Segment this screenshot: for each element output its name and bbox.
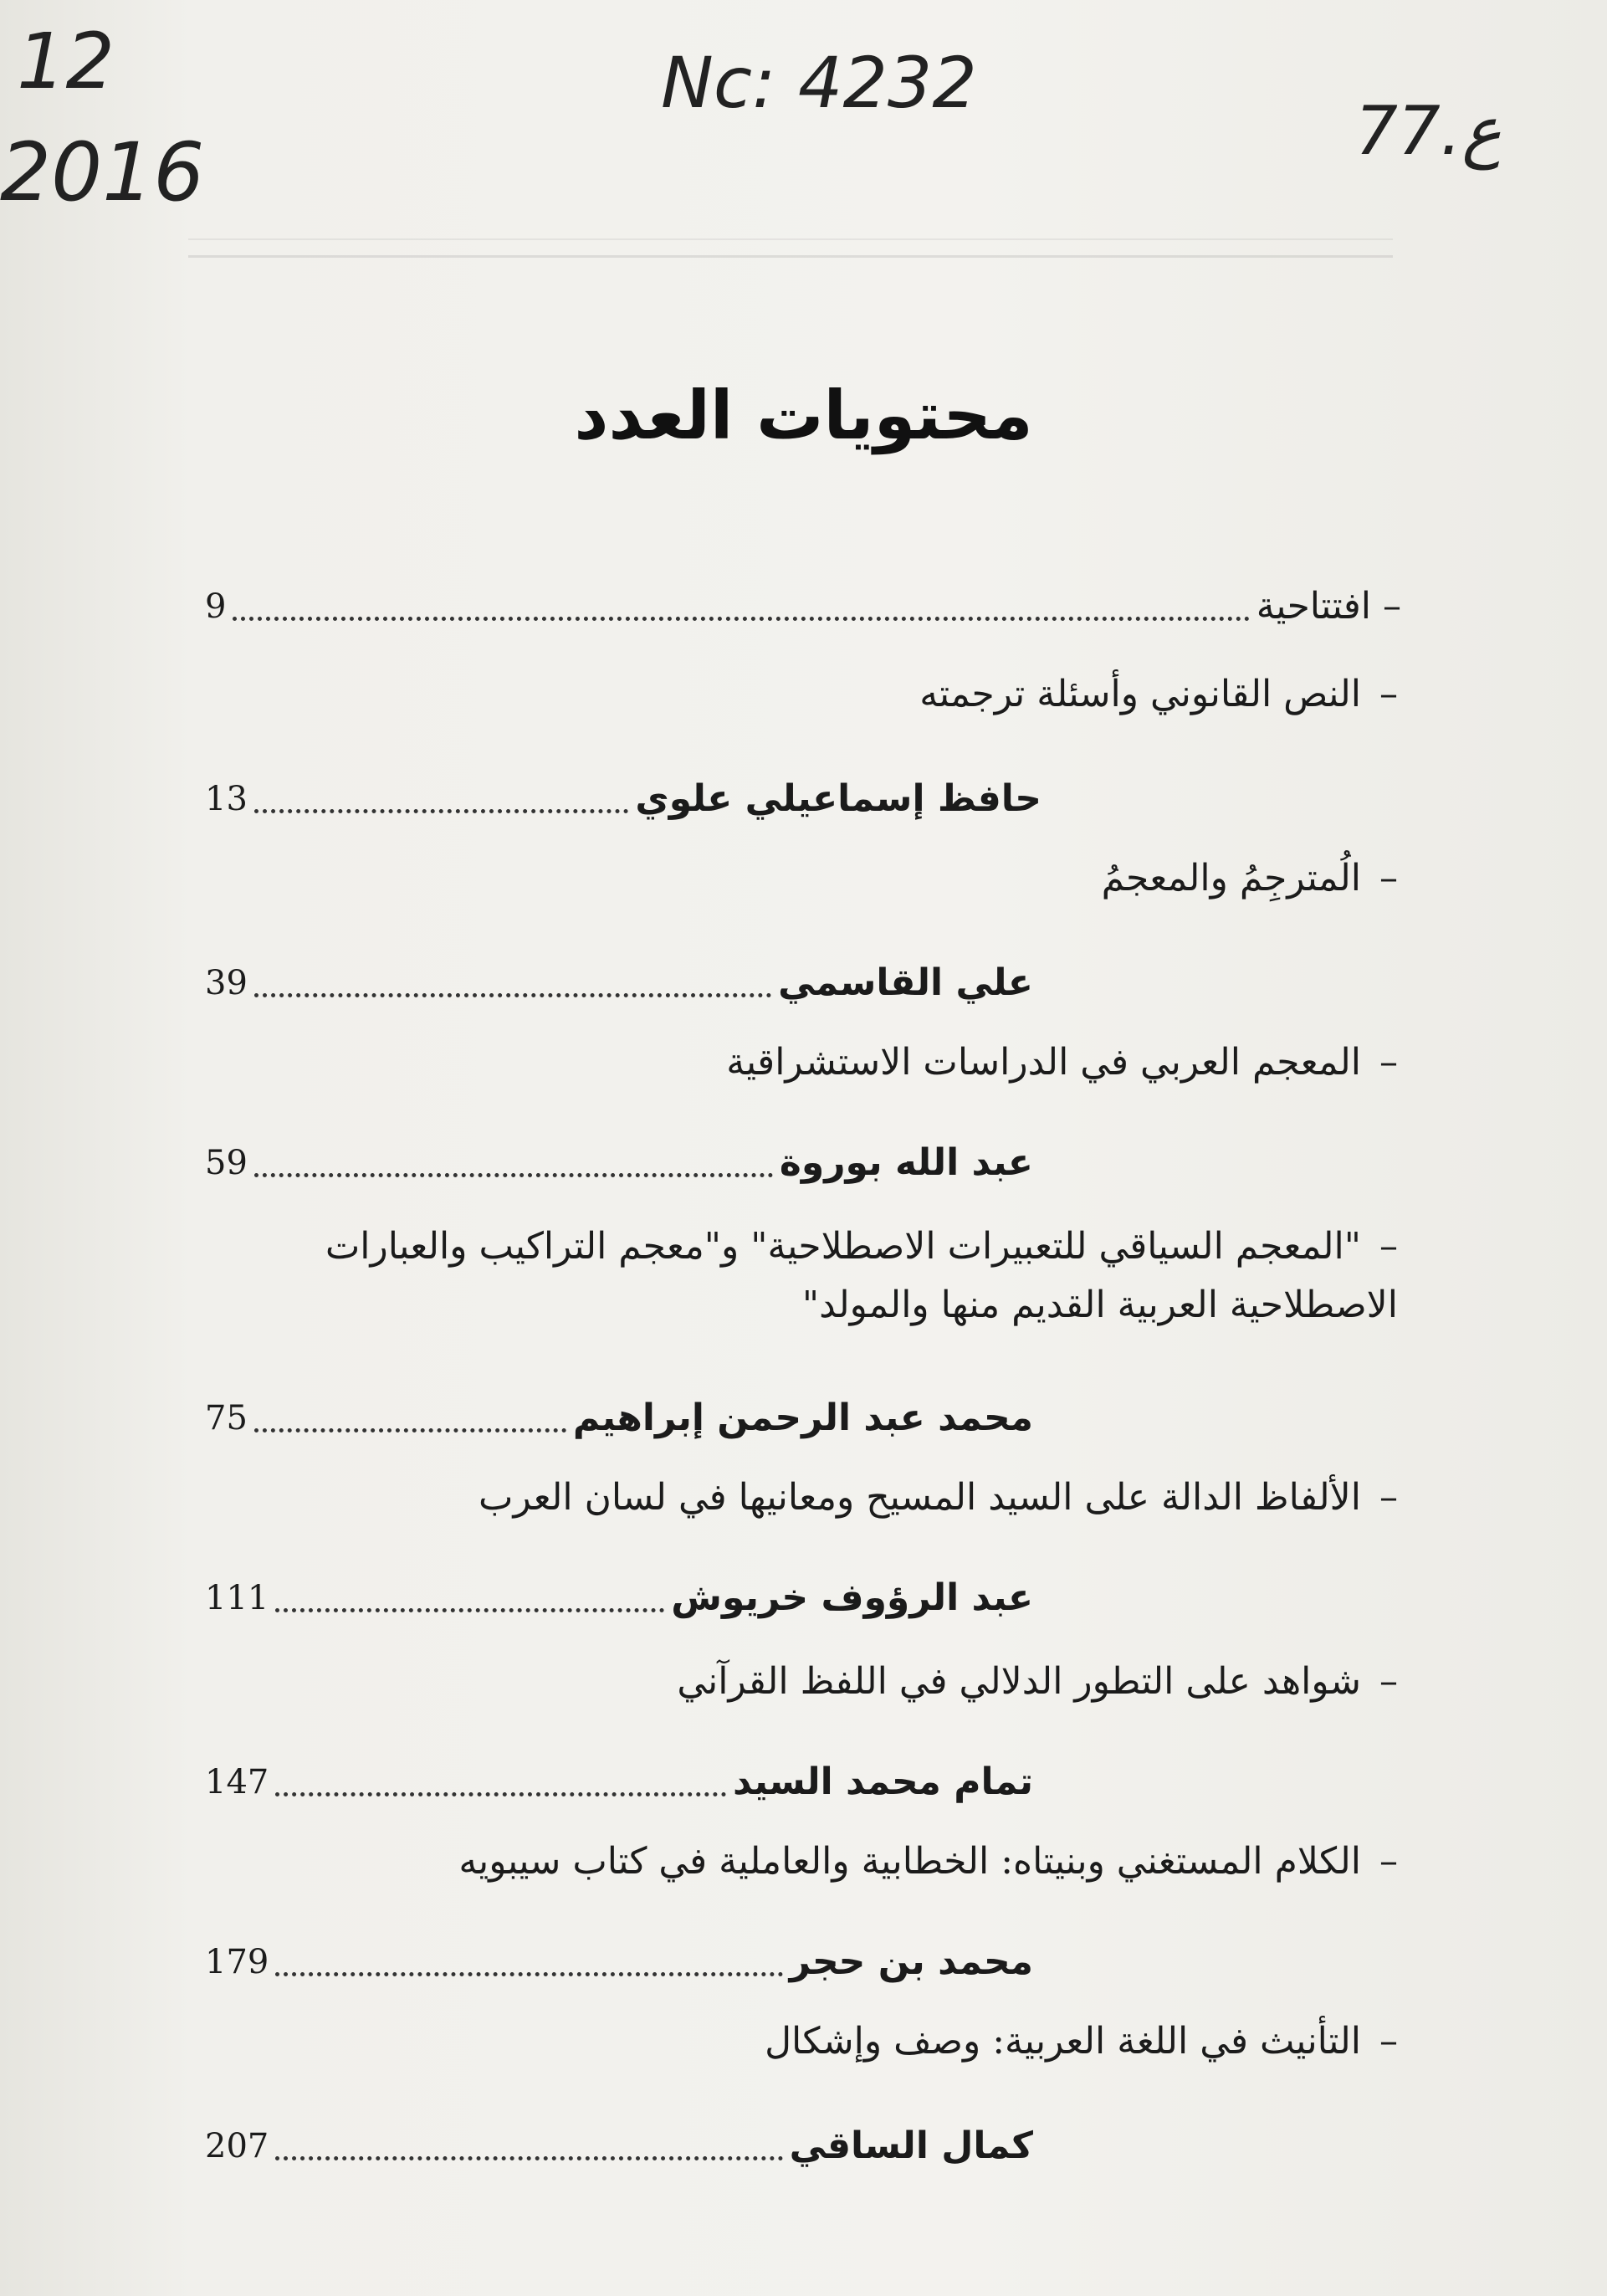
toc-entry-title: –النص القانوني وأسئلة ترجمته bbox=[919, 673, 1398, 715]
toc-entry-title: –الُمترجِمُ والمعجمُ bbox=[1101, 857, 1398, 899]
toc-author-line bbox=[205, 770, 1401, 828]
toc-author: عبد الله بوروة bbox=[779, 1141, 1033, 1184]
toc-author: علي القاسمي bbox=[778, 961, 1033, 1004]
toc-page-number: 207 bbox=[205, 2127, 269, 2165]
toc-entry bbox=[205, 577, 1401, 636]
leader-dots bbox=[254, 993, 771, 997]
leader-dots bbox=[275, 1792, 726, 1796]
leader-dots bbox=[233, 617, 1249, 621]
toc-author: حافظ إسماعيلي علوي bbox=[635, 777, 1041, 820]
toc-author-line bbox=[205, 1134, 1401, 1192]
handwritten-catalog-number: Nc: 4232 bbox=[661, 42, 977, 124]
toc-author-line bbox=[205, 1753, 1401, 1812]
toc-page-number: 13 bbox=[205, 780, 248, 818]
toc-author-line bbox=[205, 2117, 1401, 2176]
toc-entry-title: –الكلام المستغني وبنيتاه: الخطابية والعاملية في كتاب سيبويه bbox=[458, 1840, 1398, 1883]
toc-entry-title: –المعجم العربي في الدراسات الاستشراقية bbox=[726, 1041, 1398, 1084]
toc-author-line bbox=[205, 1933, 1401, 1991]
toc-author: كمال الساقي bbox=[789, 2124, 1033, 2167]
toc-entry-title: –شواهد على التطور الدلالي في اللفظ القرآني bbox=[677, 1660, 1398, 1703]
toc-author: محمد بن حجر bbox=[789, 1940, 1033, 1983]
toc-page-number: 111 bbox=[205, 1579, 269, 1617]
toc-page-number: 39 bbox=[205, 964, 248, 1002]
toc-page-number: 147 bbox=[205, 1763, 269, 1801]
toc-author: تمام محمد السيد bbox=[732, 1760, 1033, 1803]
toc-entry-title: –التأنيث في اللغة العربية: وصف وإشكال bbox=[765, 2020, 1398, 2063]
bleed-through-rule bbox=[188, 238, 1393, 240]
handwritten-shelf-code: 77.ع bbox=[1355, 92, 1502, 170]
toc-entry-title: –الألفاظ الدالة على السيد المسيح ومعانيها في لسان العرب bbox=[479, 1476, 1398, 1519]
toc-author: محمد عبد الرحمن إبراهيم bbox=[572, 1397, 1033, 1439]
handwritten-issue-number: 12 bbox=[17, 17, 115, 106]
toc-author: عبد الرؤوف خريوش bbox=[671, 1576, 1033, 1619]
toc-page-number: 179 bbox=[205, 1943, 269, 1981]
leader-dots bbox=[275, 1972, 782, 1976]
toc-entry-title: –"المعجم السياقي للتعبيرات الاصطلاحية" و"معجم التراكيب والعبارات الاصطلاحية العربية القديم منها والمولد" bbox=[325, 1225, 1398, 1326]
leader-dots bbox=[254, 809, 629, 813]
toc-page-number: 59 bbox=[205, 1144, 248, 1182]
toc-author-line bbox=[205, 1569, 1401, 1627]
leader-dots bbox=[254, 1428, 566, 1432]
leader-dots bbox=[275, 2156, 782, 2160]
page-title: محتويات العدد bbox=[574, 377, 1033, 454]
toc-author-line bbox=[205, 954, 1401, 1012]
leader-dots bbox=[275, 1608, 664, 1612]
toc-page-number: 9 bbox=[205, 587, 227, 626]
toc-entry-title: – افتتاحية bbox=[1256, 585, 1401, 628]
toc-author-line bbox=[205, 1389, 1401, 1448]
toc-page-number: 75 bbox=[205, 1399, 248, 1438]
handwritten-year: 2016 bbox=[0, 126, 205, 219]
leader-dots bbox=[254, 1173, 773, 1177]
bleed-through-rule bbox=[188, 255, 1393, 258]
